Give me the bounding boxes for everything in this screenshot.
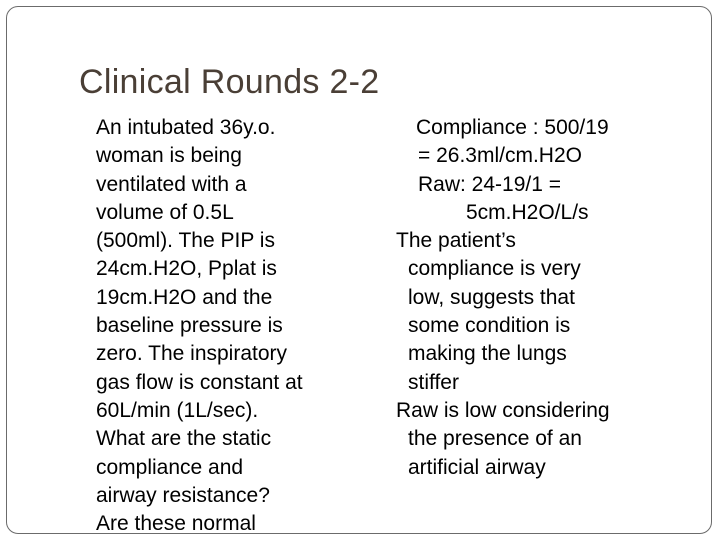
question-line: airway resistance? [96,483,270,507]
question-line: compliance and [96,455,244,479]
question-line: woman is being [96,144,242,168]
question-line: ventilated with a [96,172,247,196]
question-line: baseline pressure is [96,314,283,338]
question-line: 60L/min (1L/sec). [96,398,259,422]
question-line: 19cm.H2O and the [96,285,273,309]
question-line: zero. The inspiratory [96,342,288,366]
question-line: Are these normal [96,512,256,536]
answer-line: low, suggests that [408,285,575,309]
question-line: What are the static [96,427,272,451]
answer-line: the presence of an [408,427,582,451]
question-line: An intubated 36y.o. [96,116,276,139]
answer-line: Raw: 24-19/1 = [418,172,562,196]
answer-line: = 26.3ml/cm.H2O [418,144,582,168]
answer-line: making the lungs [408,342,567,366]
answer-line: 5cm.H2O/L/s [466,200,589,224]
answer-text-column [392,114,692,482]
answer-line: Raw is low considering [396,398,610,422]
answer-line: some condition is [408,314,571,338]
question-line: (500ml). The PIP is [96,229,275,253]
question-text-column [96,114,386,538]
answer-line: stiffer [408,370,459,394]
answer-line: artificial airway [408,455,546,479]
question-line: gas flow is constant at [96,370,303,394]
question-line: volume of 0.5L [96,200,234,224]
answer-line: compliance is very [408,257,581,281]
answer-line: Compliance : 500/19 [416,116,609,139]
slide-title: Clinical Rounds 2-2 [79,63,380,101]
question-line: 24cm.H2O, Pplat is [96,257,277,281]
answer-line: The patient’s [396,229,516,253]
